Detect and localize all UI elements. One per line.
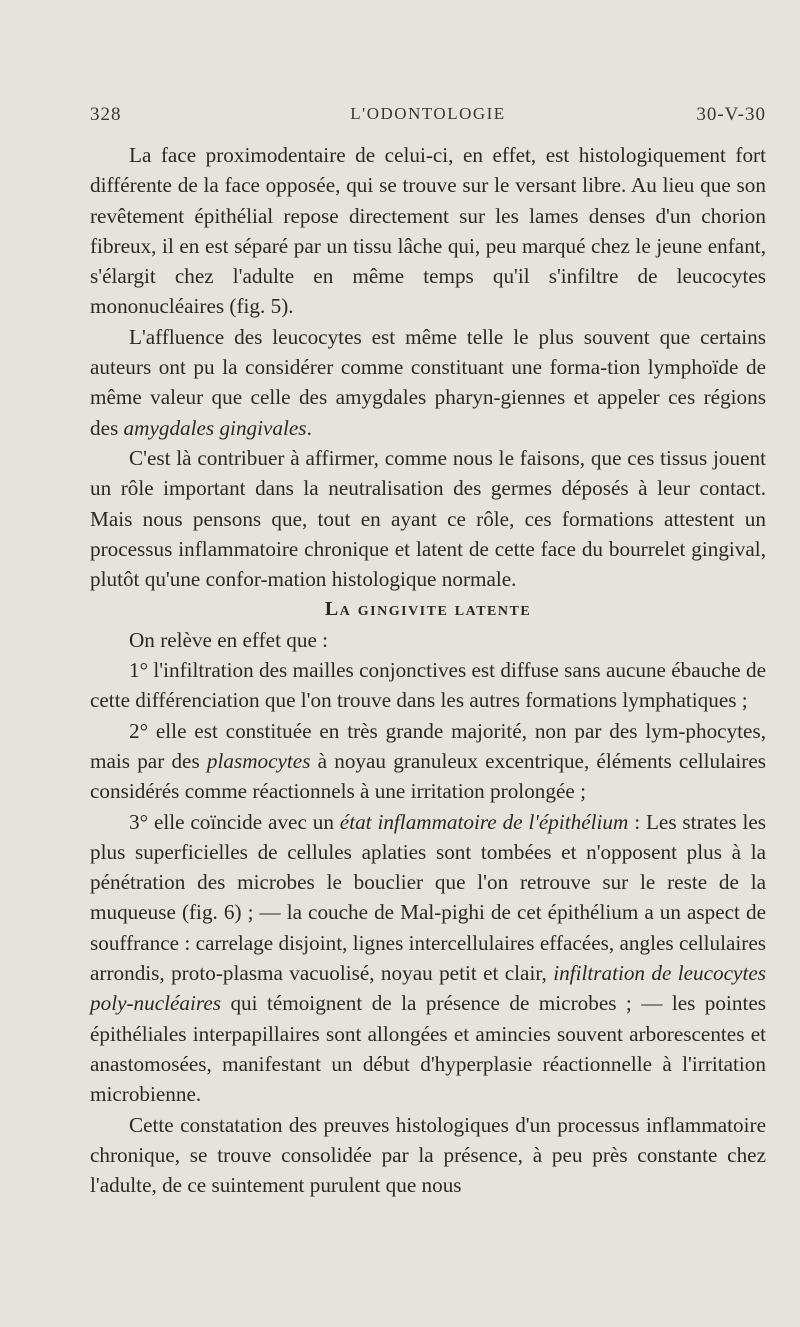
text-run: 3° elle coïncide avec un (129, 809, 340, 834)
italic-text: plasmocytes (206, 748, 311, 773)
italic-text: état inflammatoire de l'épithélium (339, 809, 629, 834)
list-item (90, 716, 766, 807)
text-run: 2° elle est constituée en très grande majorité, non par des lym-phocytes, mais par des (90, 718, 766, 773)
text-run: Cette constatation des preuves histologiques d'un processus inflammatoire chronique, se trouve consolidée par la présence, à peu près constante chez l'adulte, de ce suintement purulent que nous (90, 1112, 766, 1198)
page-header (90, 104, 766, 130)
list-item (90, 807, 766, 1110)
body-text (90, 140, 766, 1200)
section-title: La gingivite latente (324, 598, 532, 621)
text-run: à noyau granuleux excentrique, éléments cellulaires considérés comme réactionnels à une irritation prolongée ; (90, 748, 766, 804)
text-run: : Les strates les plus superficielles de cellules aplaties sont tombées et n'opposent plus à la pénétration des microbes le bouclier que l'on retrouve sur le reste de la muqueuse (fig. 6) ; — la couche de Mal-pighi de cet épithélium a un aspect de souffrance : carrelage disjoint, lignes intercellulaires effacées, angles cellulaires arrondis, proto-plasma vacuolisé, noyau petit et clair, (90, 809, 766, 986)
list-item (90, 655, 766, 716)
text-run: L'affluence des leucocytes est même telle le plus souvent que certains auteurs ont pu la considérer comme constituant une forma-tion lymphoïde de même valeur que celle des amygdales pharyn-giennes et appeler ces régions des (90, 324, 766, 440)
paragraph (90, 1110, 766, 1201)
text-run: La face proximodentaire de celui-ci, en effet, est histologiquement fort différente de la face opposée, qui se trouve sur le versant libre. Au lieu que son revêtement épithélial repose directement sur les lames denses d'un chorion fibreux, il en est séparé par un tissu lâche qui, peu marqué chez le jeune enfant, s'élargit chez l'adulte en même temps qu'il s'infiltre de leucocytes mononucléaires (fig. 5). (90, 143, 766, 319)
text-run: On relève en effet que : (129, 627, 329, 652)
page-number: 328 (90, 104, 122, 125)
paragraph (90, 322, 766, 443)
issue-date: 30-V-30 (696, 104, 766, 125)
running-title: L'ODONTOLOGIE (350, 104, 506, 123)
text-run: C'est là contribuer à affirmer, comme nous le faisons, que ces tissus jouent un rôle important dans la neutralisation des germes déposés à leur contact. Mais nous pensons que, tout en ayant ce rôle, ces formations attestent un processus inflammatoire chronique et latent de cette face du bourrelet gingival, plutôt qu'une confor-mation histologique normale. (90, 445, 766, 592)
paragraph (90, 443, 766, 594)
text-run: . (306, 415, 312, 440)
italic-text: infiltration de leucocytes poly-nucléaires (90, 961, 766, 1016)
text-run: 1° l'infiltration des mailles conjonctives est diffuse sans aucune ébauche de cette différenciation que l'on trouve dans les autres formations lymphatiques ; (90, 658, 766, 713)
italic-text: amygdales gingivales (123, 415, 307, 440)
paragraph (90, 140, 766, 322)
text-run: qui témoignent de la présence de microbes ; — les pointes épithéliales interpapillaires sont allongées et amincies souvent arborescentes et anastomosées, manifestant un début d'hyperplasie réactionnelle à l'irritation microbienne. (90, 991, 766, 1107)
paragraph (90, 625, 766, 655)
